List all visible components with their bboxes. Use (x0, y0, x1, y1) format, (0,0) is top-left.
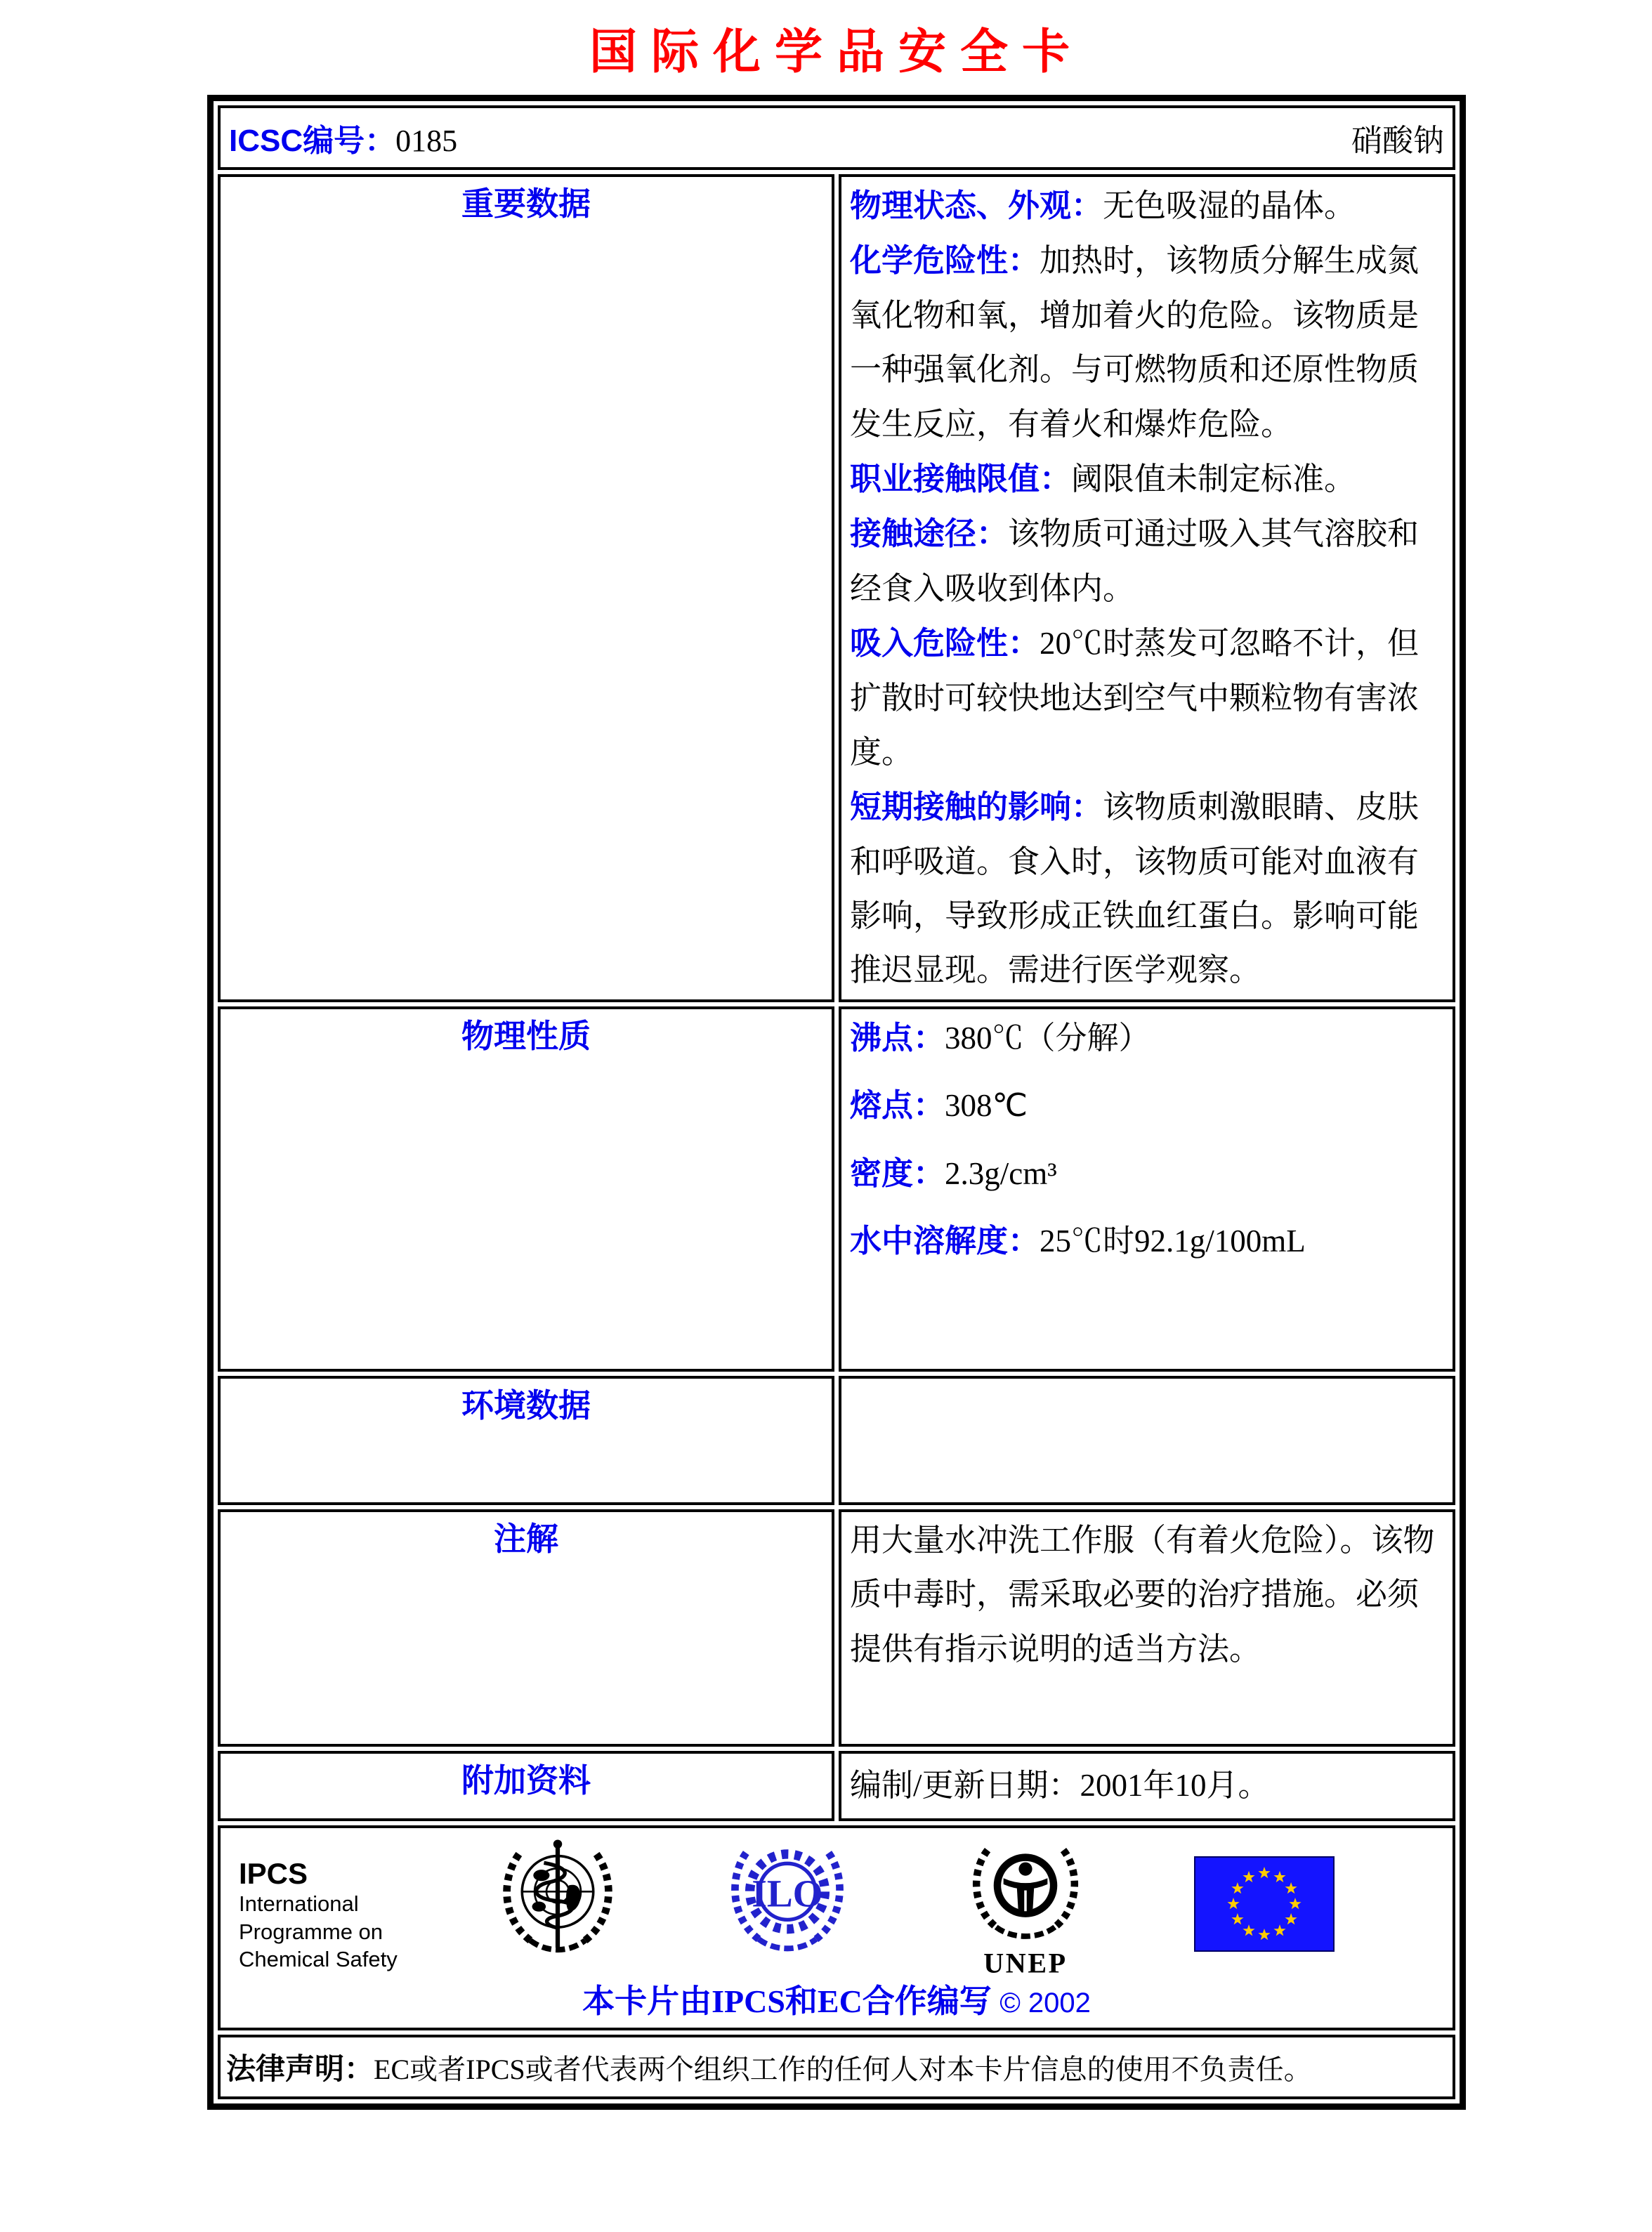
section-item (850, 178, 1444, 233)
ipcs-program-line: International (239, 1891, 359, 1917)
item-text: 编制/更新日期：2001年10月。 (850, 1768, 1270, 1804)
item-text: 加热时，该物质分解生成氮氧化物和氧，增加着火的危险。该物质是一种强氧化剂。与可燃物质和还原性物质发生反应，有着火和爆炸危险。 (850, 243, 1420, 442)
section-label-environmental-data: 环境数据 (218, 1376, 834, 1505)
item-label: 化学危险性： (850, 242, 1040, 279)
icsc-number-value: 0185 (395, 124, 458, 158)
ipcs-program-line: Chemical Safety (239, 1947, 398, 1972)
item-text: 该物质可通过吸入其气溶胶和经食入吸收到体内。 (850, 516, 1420, 606)
row-physical-properties (218, 1006, 1455, 1372)
item-text: 用大量水冲洗工作服（有着火危险）。该物质中毒时，需采取必要的治疗措施。必须提供有指示说明的适当方法。 (850, 1522, 1435, 1667)
item-label: 熔点： (850, 1087, 945, 1124)
row-important-data (218, 174, 1455, 1002)
section-label-notes: 注解 (218, 1509, 834, 1747)
unep-label: UNEP (983, 1947, 1068, 1978)
ilo-logo-icon (718, 1837, 857, 1962)
section-content-notes (839, 1509, 1455, 1747)
section-content-important-data (839, 174, 1455, 1002)
section-item (850, 233, 1444, 452)
unep-logo-icon (951, 1837, 1100, 1978)
eu-flag-icon (1194, 1856, 1335, 1952)
item-label: 密度： (850, 1155, 945, 1191)
item-label: 接触途径： (850, 516, 1009, 552)
row-notes (218, 1509, 1455, 1747)
row-additional-info (218, 1751, 1455, 1821)
page-title: 国际化学品安全卡 (589, 25, 1084, 79)
item-text: 无色吸湿的晶体。 (1103, 188, 1356, 223)
item-text: 该物质刺激眼睛、皮肤和呼吸道。食入时，该物质可能对血液有影响，导致形成正铁血红蛋白。影响可能推迟显现。需进行医学观察。 (850, 789, 1420, 988)
row-environmental-data (218, 1376, 1455, 1505)
item-label: 物理状态、外观： (850, 188, 1103, 223)
legal-cell (218, 2035, 1455, 2099)
icsc-number (229, 115, 457, 160)
row-legal (218, 2035, 1455, 2099)
item-text: 25℃时92.1g/100mL (1040, 1223, 1306, 1259)
section-item (850, 1759, 1444, 1813)
item-text: 2.3g/cm³ (945, 1155, 1057, 1191)
section-content-additional-info (839, 1751, 1455, 1821)
chemical-name: 硝酸钠 (1351, 124, 1444, 158)
item-label: 吸入危险性： (850, 625, 1040, 662)
item-text: 阈限值未制定标准。 (1071, 461, 1356, 497)
item-text: 308℃ (945, 1088, 1028, 1124)
credit-text: 本卡片由IPCS和EC合作编写 (582, 1983, 992, 2019)
section-label-physical-properties: 物理性质 (218, 1006, 834, 1372)
item-label: 沸点： (850, 1019, 945, 1056)
section-item (850, 452, 1444, 506)
who-logo-icon (492, 1837, 624, 1962)
ipcs-program-line: Programme on (239, 1919, 383, 1944)
section-item (850, 1514, 1444, 1676)
header-row (218, 105, 1455, 170)
item-label: 职业接触限值： (850, 460, 1072, 497)
section-label-additional-info: 附加资料 (218, 1751, 834, 1821)
section-label-important-data: 重要数据 (218, 174, 834, 1002)
row-footer-logos (218, 1825, 1455, 2030)
legal-statement-label: 法律声明： (226, 2052, 374, 2085)
section-content-physical-properties (839, 1006, 1455, 1372)
footer-cell (218, 1825, 1455, 2030)
section-item (850, 1146, 1444, 1201)
item-text: 380℃（分解） (945, 1020, 1150, 1056)
ipcs-acronym: IPCS (239, 1856, 308, 1890)
copyright-text: © 2002 (999, 1987, 1091, 2018)
section-item (850, 1011, 1444, 1065)
section-item (850, 1214, 1444, 1268)
section-item (850, 616, 1444, 780)
legal-statement-text: EC或者IPCS或者代表两个组织工作的任何人对本卡片信息的使用不负责任。 (374, 2053, 1312, 2085)
section-item (850, 780, 1444, 998)
item-label: 短期接触的影响： (850, 789, 1103, 825)
header-cell (218, 105, 1455, 170)
item-text: 20℃时蒸发可忽略不计，但扩散时可较快地达到空气中颗粒物有害浓度。 (850, 626, 1420, 770)
ilo-monogram: ILO (752, 1872, 823, 1915)
ipcs-block (239, 1858, 398, 1974)
icsc-table (207, 95, 1466, 2110)
icsc-number-label: ICSC编号： (229, 124, 396, 158)
section-item (850, 506, 1444, 616)
section-item (850, 1078, 1444, 1133)
credit-line (233, 1976, 1440, 2022)
item-label: 水中溶解度： (850, 1223, 1040, 1259)
section-content-environmental-data (839, 1376, 1455, 1505)
